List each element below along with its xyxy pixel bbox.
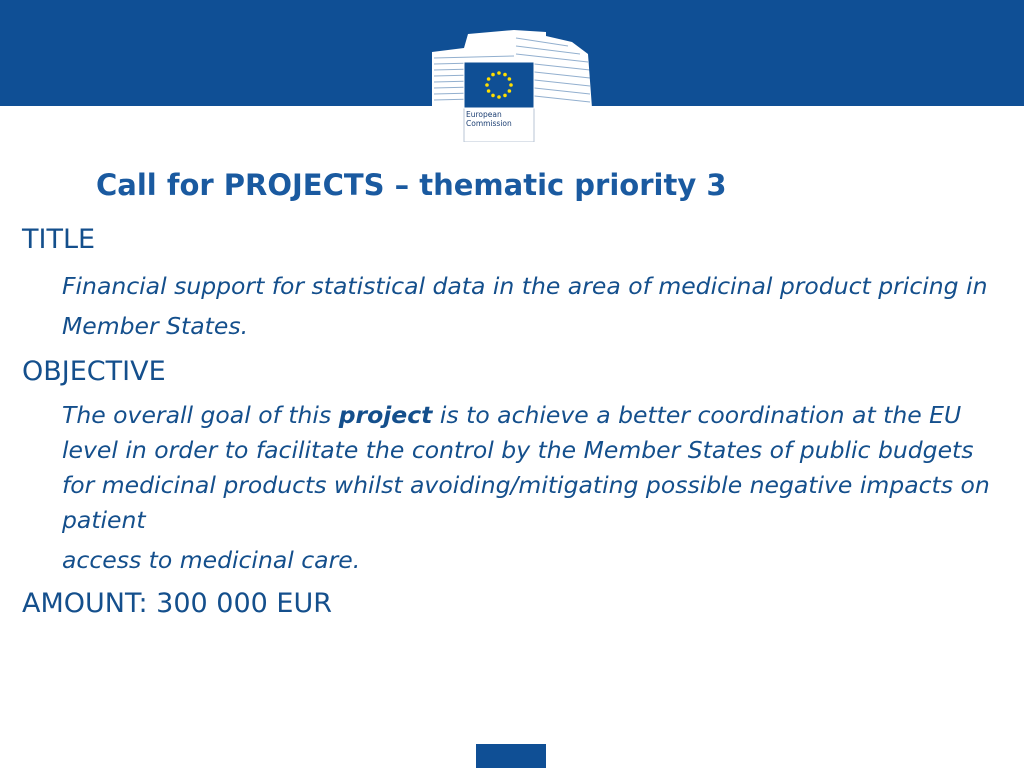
title-text: Financial support for statistical data in the area of medicinal product pricing in Member States. [62,272,988,340]
slide-title: Call for PROJECTS – thematic priority 3 [96,168,727,202]
footer-flag [476,744,546,768]
logo-text-line1: European [466,110,502,119]
objective-text [62,398,992,578]
title-heading: TITLE [22,224,96,255]
logo-text [466,110,534,128]
amount-text: AMOUNT: 300 000 EUR [22,588,332,619]
objective-text-emphasis: project [338,401,433,429]
objective-text-start: The overall goal of this [62,401,339,429]
objective-text-last-line: access to medicinal care. [62,546,361,574]
objective-heading: OBJECTIVE [22,356,166,387]
objective-text-rest: is to achieve a better coordination at the EU level in order to facilitate the control by the Member States of public budgets for medicinal products whilst avoiding/mitigating possible negative impacts on patient [62,401,990,534]
logo-text-line2: Commission [466,119,512,128]
